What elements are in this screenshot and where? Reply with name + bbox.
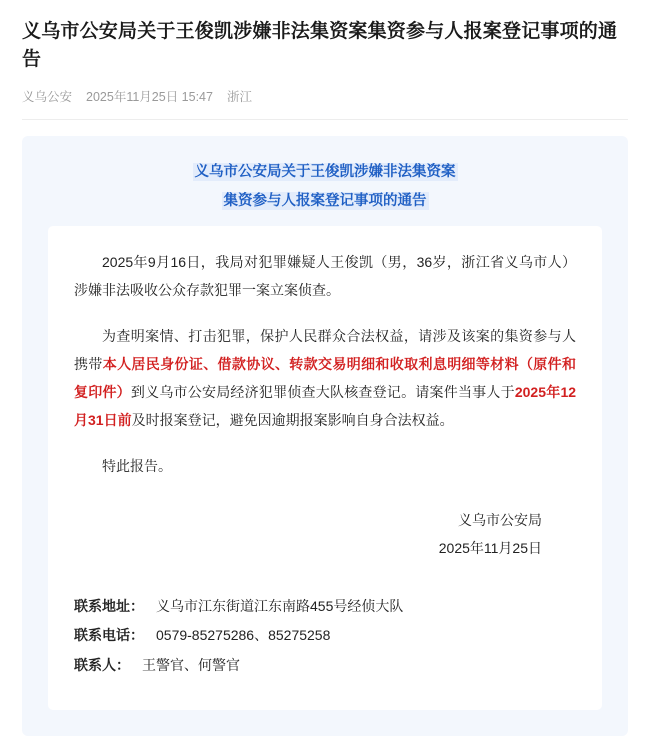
contact-phone-line [74,621,576,650]
notice-heading-text-1: 义乌市公安局关于王俊凯涉嫌非法集资案 [194,164,456,181]
signature-block [74,506,576,562]
paragraph-2-highlight-2: 2025年12月31日前 [74,384,577,429]
notice-paragraph-1: 2025年9月16日，我局对犯罪嫌疑人王俊凯（男，36岁，浙江省义乌市人）涉嫌非法吸收公众存款犯罪一案立案侦查。 [74,254,576,299]
meta-datetime: 2025年11月25日 15:47 [86,90,213,105]
notice-card [22,136,628,736]
paragraph-2-segment-3: 及时报案登记，避免因逾期报案影响自身合法权益。 [131,412,454,429]
contact-person-label: 联系人： [74,656,130,673]
notice-heading-line-2 [48,187,602,216]
notice-paragraph-3: 特此报告。 [102,458,172,475]
contact-phone-value: 0579-85275286、85275258 [156,627,331,644]
paragraph-2-segment-2: 到义乌市公安局经济犯罪侦查大队核查登记。请案件当事人于 [130,384,515,401]
contact-person-line [74,651,576,680]
notice-body [48,226,602,710]
meta-region: 浙江 [226,90,252,105]
signature-date: 2025年11月25日 [438,540,542,557]
notice-heading-text-2: 集资参与人报案登记事项的通告 [223,193,427,210]
bottom-spacer [22,736,628,752]
article-meta [22,87,628,120]
contact-phone-label: 联系电话： [74,627,144,644]
contact-address-value: 义乌市江东街道江东南路455号经侦大队 [156,598,404,615]
notice-paragraph-2 [74,322,576,434]
contact-block [74,592,576,680]
meta-source: 义乌公安 [22,90,73,105]
signature-organization: 义乌市公安局 [458,512,542,529]
page-title: 义乌市公安局关于王俊凯涉嫌非法集资案集资参与人报案登记事项的通告 [22,21,618,70]
notice-heading-line-1 [48,158,602,187]
paragraph-2-segment-1: 为查明案情、打击犯罪，保护人民群众合法权益，请涉及该案的集资参与人携带 [74,328,576,373]
contact-address-label: 联系地址： [74,598,144,615]
notice-heading [48,158,602,216]
contact-address-line [74,592,576,621]
contact-person-value: 王警官、何警官 [142,656,240,673]
paragraph-2-highlight-1: 本人居民身份证、借款协议、转款交易明细和收取利息明细等材料（原件和复印件） [74,356,577,401]
